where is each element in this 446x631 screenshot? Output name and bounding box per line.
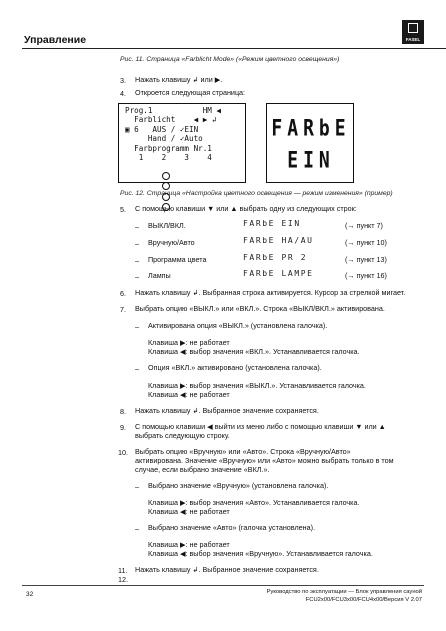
key-behavior: Клавиша ◀: не работает bbox=[148, 390, 230, 399]
step-text: выбрать следующую строку. bbox=[135, 431, 230, 440]
lcd-row: 1 2 3 4 bbox=[125, 152, 212, 162]
step-text: Нажать клавишу ↲. Выбранное значение сохраняется. bbox=[135, 406, 319, 415]
segment-line-1: FARbE bbox=[271, 115, 351, 142]
footer-rule bbox=[22, 585, 424, 586]
option-display: FARbE HA/AU bbox=[243, 236, 314, 245]
lamp-icon bbox=[162, 172, 170, 180]
lcd-row: Farblicht ◀ ▶ ↲ bbox=[125, 115, 217, 125]
key-behavior: Клавиша ▶: не работает bbox=[148, 338, 230, 347]
option-label: Программа цвета bbox=[148, 255, 207, 264]
control-display-lcd bbox=[118, 103, 246, 183]
lcd-row: Hand / ✓Auto bbox=[125, 134, 203, 144]
header-rule bbox=[22, 48, 446, 49]
key-behavior: Клавиша ◀: не работает bbox=[148, 507, 230, 516]
option-label: ВЫКЛ/ВКЛ. bbox=[148, 221, 186, 230]
option-label: Лампы bbox=[148, 271, 171, 280]
lcd-row: Farbprogramm Nr.1 bbox=[125, 143, 212, 153]
step-text: С помощью клавиши ◀ выйти из меню либо с помощью клавиши ▼ или ▲ bbox=[135, 422, 386, 431]
segment-display bbox=[266, 103, 354, 183]
key-behavior: Клавиша ◀: выбор значения «Вручную». Устанавливается галочка. bbox=[148, 549, 373, 558]
lamp-icon bbox=[162, 182, 170, 190]
step-number: 4. bbox=[120, 89, 126, 98]
key-behavior: Клавиша ▶: выбор значения «ВЫКЛ.». Устанавливается галочка. bbox=[148, 381, 366, 390]
step-text: случае, если выбрано значение «ВКЛ.». bbox=[135, 465, 270, 474]
step-text: Нажать клавишу ↲ или ▶. bbox=[135, 75, 223, 84]
step-text: С помощью клавиши ▼ или ▲ выбрать одну из следующих строк: bbox=[135, 204, 357, 213]
footer-line: Руководство по эксплуатации — Блок управления сауной bbox=[266, 589, 422, 595]
brand-logo: FASEL bbox=[402, 20, 424, 44]
footer-text bbox=[267, 589, 422, 604]
lcd-row: ▣ 6 AUS / ✓EIN bbox=[125, 124, 199, 134]
key-behavior: Клавиша ◀: выбор значения «ВКЛ.». Устанавливается галочка. bbox=[148, 347, 360, 356]
option-state: Выбрано значение «Авто» (галочка установлена). bbox=[148, 523, 316, 532]
step-number: 10. bbox=[118, 448, 128, 457]
lamp-icons-row bbox=[125, 162, 245, 171]
key-behavior: Клавиша ▶: не работает bbox=[148, 540, 230, 549]
option-ref: (→ пункт 7) bbox=[345, 221, 383, 230]
step-text: Нажать клавишу ↲. Выбранная строка активируется. Курсор за стрелкой мигает. bbox=[135, 288, 406, 297]
key-behavior: Клавиша ▶: выбор значения «Авто». Устанавливается галочка. bbox=[148, 498, 360, 507]
option-display: FARbE PR 2 bbox=[243, 253, 308, 262]
step-number: 3. bbox=[120, 76, 126, 85]
step-number: 9. bbox=[120, 423, 126, 432]
segment-line-2: EIN bbox=[287, 147, 335, 174]
step-text: Откроется следующая страница: bbox=[135, 88, 246, 97]
option-display: FARbE EIN bbox=[243, 219, 301, 228]
page-header bbox=[0, 26, 446, 52]
manual-page: Управление FASEL Рис. 11. Страница «Farblicht Mode» («Режим цветного освещения») 3. Нажать клавишу ↲ или ▶. 4. Откроется следующая страница: Prog.1 HM ◀ Farblicht ◀ ▶ ↲ ▣ 6 AUS / ✓EIN Hand / ✓Auto Farbprogramm Nr.1 1 2 3 4 FARbE EIN Рис. 12. Страница «Настройка цветного освещения — режим изменения» (пример) 5. С помощью клавиши ▼ или ▲ выбрать одну из следующих строк: – ВЫКЛ/ВКЛ. FARbE EIN (→ пункт 7) – Вручную/Авто FARbE HA/AU (→ пункт 10) – Программа цвета FARbE PR 2 (→ пункт 13) – Лампы FARbE LAMPE (→ пункт 16) 6. Нажать клавишу ↲. Выбранная строка активируется. Курсор за стрелкой мигает. 7. Выбрать опцию «ВЫКЛ.» или «ВКЛ.». Строка «ВЫКЛ/ВКЛ.» активирована. – Активирована опция «ВЫКЛ.» (установлена галочка). Клавиша ▶: не работает Клавиша ◀: выбор значения «ВКЛ.». Устанавливается галочка. – Опция «ВКЛ.» активировано (установлена галочка). Клавиша ▶: выбор значения «ВЫКЛ.». Устанавливается галочка. Клавиша ◀: не работает 8. Нажать клавишу ↲. Выбранное значение сохраняется. 9. С помощью клавиши ◀ выйти из меню либо с помощью клавиши ▼ или ▲ выбрать следующую строку. 10. Выбрать опцию «Вручную» или «Авто». Строка «Вручную/Авто» активирована. Значение «Вручную» или «Авто» можно выбрать только в том случае, если выбрано значение «ВКЛ.». – Выбрано значение «Вручную» (установлена галочка). Клавиша ▶: выбор значения «Авто». Устанавливается галочка. Клавиша ◀: не работает – Выбрано значение «Авто» (галочка установлена). Клавиша ▶: не работает Клавиша ◀: выбор значения «Вручную». Устанавливается галочка. 11. Нажать клавишу ↲. Выбранное значение сохраняется. 32 Руководство по эксплуатации — Блок управления сауной FCU2x00/FCU3x00/FCU4x00/Версия V 2.07 bbox=[0, 0, 446, 631]
step-number: 11. bbox=[118, 566, 128, 575]
option-ref: (→ пункт 10) bbox=[345, 238, 387, 247]
step-number: 5. bbox=[120, 205, 126, 214]
step-number: 12. bbox=[118, 575, 128, 584]
step-text: Нажать клавишу ↲. Выбранное значение сохраняется. bbox=[135, 565, 319, 574]
page-number: 32 bbox=[26, 591, 34, 598]
step-number: 7. bbox=[120, 305, 126, 314]
step-text: Выбрать опцию «ВЫКЛ.» или «ВКЛ.». Строка «ВЫКЛ/ВКЛ.» активирована. bbox=[135, 304, 385, 313]
step-text: Выбрать опцию «Вручную» или «Авто». Строка «Вручную/Авто» bbox=[135, 447, 351, 456]
option-ref: (→ пункт 13) bbox=[345, 255, 387, 264]
step-text: активирована. Значение «Вручную» или «Авто» можно выбрать только в том bbox=[135, 456, 394, 465]
option-state: Опция «ВКЛ.» активировано (установлена галочка). bbox=[148, 363, 322, 372]
figure-12-caption: Рис. 12. Страница «Настройка цветного освещения — режим изменения» (пример) bbox=[120, 190, 393, 197]
option-ref: (→ пункт 16) bbox=[345, 271, 387, 280]
step-number: 6. bbox=[120, 289, 126, 298]
footer-line: FCU2x00/FCU3x00/FCU4x00/Версия V 2.07 bbox=[305, 596, 422, 603]
figure-11-caption: Рис. 11. Страница «Farblicht Mode» («Режим цветного освещения») bbox=[120, 56, 340, 63]
option-display: FARbE LAMPE bbox=[243, 269, 314, 278]
option-label: Вручную/Авто bbox=[148, 238, 195, 247]
lcd-row: Prog.1 HM ◀ bbox=[125, 106, 222, 115]
option-state: Выбрано значение «Вручную» (установлена галочка). bbox=[148, 481, 329, 490]
section-title: Управление bbox=[24, 34, 87, 46]
option-state: Активирована опция «ВЫКЛ.» (установлена галочка). bbox=[148, 321, 328, 330]
step-number: 8. bbox=[120, 407, 126, 416]
